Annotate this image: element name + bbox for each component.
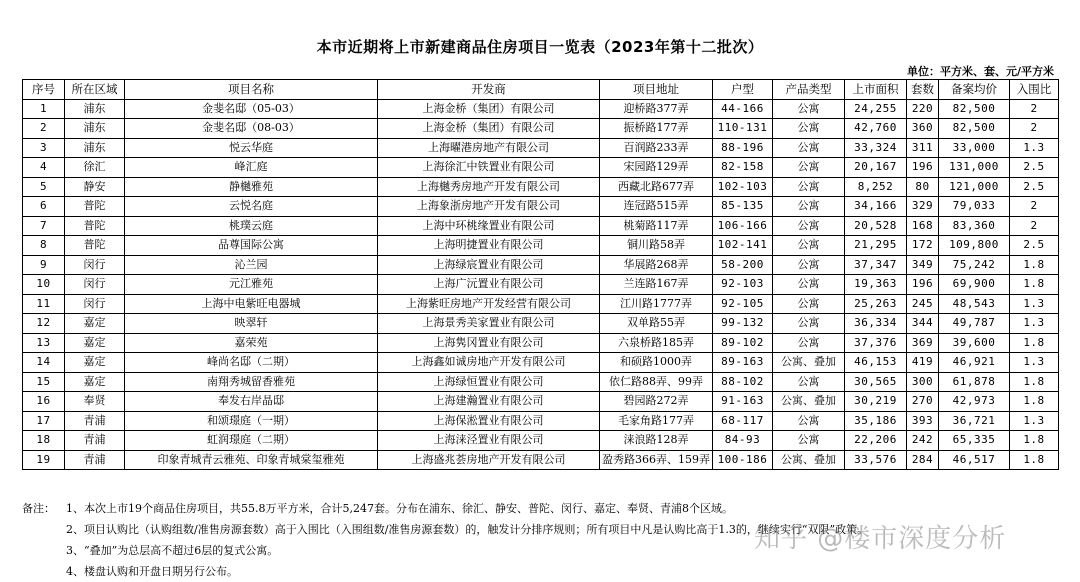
- cell-avg-price: 46,517: [939, 450, 1010, 470]
- cell-ratio: 2.5: [1010, 158, 1059, 178]
- cell-index: 12: [23, 314, 65, 334]
- cell-units: 300: [907, 372, 939, 392]
- cell-area: 30,219: [845, 392, 907, 412]
- cell-index: 10: [23, 275, 65, 295]
- cell-product-type: 公寓: [773, 99, 845, 119]
- cell-address: 双单路55弄: [600, 314, 713, 334]
- cell-district: 徐汇: [65, 158, 125, 178]
- cell-district: 嘉定: [65, 333, 125, 353]
- cell-project-name: 元江雅苑: [125, 275, 378, 295]
- column-header-address: 项目地址: [600, 80, 713, 100]
- cell-product-type: 公寓: [773, 294, 845, 314]
- table-row: [23, 353, 1059, 373]
- cell-unit-size: 82-158: [713, 158, 773, 178]
- cell-developer: 上海象浙房地产开发有限公司: [378, 197, 600, 217]
- cell-ratio: 1.3: [1010, 294, 1059, 314]
- cell-district: 浦东: [65, 119, 125, 139]
- cell-area: 34,166: [845, 197, 907, 217]
- cell-index: 9: [23, 255, 65, 275]
- cell-ratio: 1.3: [1010, 138, 1059, 158]
- cell-unit-size: 106-166: [713, 216, 773, 236]
- cell-product-type: 公寓: [773, 372, 845, 392]
- cell-avg-price: 61,878: [939, 372, 1010, 392]
- cell-project-name: 嘉荣苑: [125, 333, 378, 353]
- cell-area: 25,263: [845, 294, 907, 314]
- cell-developer: 上海樾秀房地产开发有限公司: [378, 177, 600, 197]
- table-row: [23, 255, 1059, 275]
- cell-area: 46,153: [845, 353, 907, 373]
- table-row: [23, 99, 1059, 119]
- cell-unit-size: 102-141: [713, 236, 773, 256]
- cell-units: 196: [907, 275, 939, 295]
- cell-address: 依仁路88弄、99弄: [600, 372, 713, 392]
- cell-district: 闵行: [65, 275, 125, 295]
- cell-address: 和硕路1000弄: [600, 353, 713, 373]
- cell-district: 嘉定: [65, 372, 125, 392]
- table-row: [23, 275, 1059, 295]
- cell-avg-price: 33,000: [939, 138, 1010, 158]
- cell-product-type: 公寓: [773, 216, 845, 236]
- cell-avg-price: 82,500: [939, 119, 1010, 139]
- cell-project-name: 虹润璟庭（二期）: [125, 431, 378, 451]
- cell-project-name: 峰汇庭: [125, 158, 378, 178]
- cell-project-name: 峰尚名邸（二期）: [125, 353, 378, 373]
- cell-address: 百润路233弄: [600, 138, 713, 158]
- cell-area: 20,528: [845, 216, 907, 236]
- cell-district: 普陀: [65, 236, 125, 256]
- cell-ratio: 1.8: [1010, 275, 1059, 295]
- cell-area: 42,760: [845, 119, 907, 139]
- cell-index: 17: [23, 411, 65, 431]
- cell-developer: 上海绿宸置业有限公司: [378, 255, 600, 275]
- note-item: 4、楼盘认购和开盘日期另行公布。: [66, 565, 238, 578]
- table-row: [23, 372, 1059, 392]
- cell-units: 284: [907, 450, 939, 470]
- cell-developer: 上海景秀美家置业有限公司: [378, 314, 600, 334]
- project-table: [22, 79, 1059, 470]
- cell-product-type: 公寓: [773, 119, 845, 139]
- cell-avg-price: 49,787: [939, 314, 1010, 334]
- cell-product-type: 公寓: [773, 411, 845, 431]
- cell-address: 宋园路129弄: [600, 158, 713, 178]
- column-header-unit-size: 户型: [713, 80, 773, 100]
- cell-developer: 上海隽冈置业有限公司: [378, 333, 600, 353]
- table-row: [23, 333, 1059, 353]
- cell-project-name: 沁兰园: [125, 255, 378, 275]
- cell-unit-size: 99-132: [713, 314, 773, 334]
- table-row: [23, 236, 1059, 256]
- cell-units: 172: [907, 236, 939, 256]
- cell-index: 19: [23, 450, 65, 470]
- cell-address: 华展路268弄: [600, 255, 713, 275]
- cell-project-name: 金斐名邸（08-03）: [125, 119, 378, 139]
- cell-avg-price: 75,242: [939, 255, 1010, 275]
- watermark: 知乎 @楼市深度分析: [754, 524, 1007, 554]
- cell-index: 6: [23, 197, 65, 217]
- note-row-1: [22, 498, 1062, 519]
- cell-area: 24,255: [845, 99, 907, 119]
- note-item: 2、项目认购比（认购组数/准售房源套数）高于入围比（入围组数/准售房源套数）的，触发计分排序规则；所有项目中凡是认购比高于1.3的，继续实行“双限”政策。: [66, 523, 869, 536]
- cell-index: 13: [23, 333, 65, 353]
- cell-area: 20,167: [845, 158, 907, 178]
- cell-ratio: 1.8: [1010, 392, 1059, 412]
- column-header-district: 所在区域: [65, 80, 125, 100]
- cell-project-name: 南翔秀城留香雅苑: [125, 372, 378, 392]
- page-title: 本市近期将上市新建商品住房项目一览表（2023年第十二批次）: [316, 38, 764, 56]
- cell-unit-size: 84-93: [713, 431, 773, 451]
- cell-district: 普陀: [65, 216, 125, 236]
- cell-avg-price: 121,000: [939, 177, 1010, 197]
- note-item: 3、“叠加”为总层高不超过6层的复式公寓。: [66, 544, 279, 557]
- cell-developer: 上海紫旺房地产开发经营有限公司: [378, 294, 600, 314]
- note-row-4: [22, 561, 1062, 582]
- cell-district: 闵行: [65, 255, 125, 275]
- cell-project-name: 和颂璟庭（一期）: [125, 411, 378, 431]
- cell-address: 连冠路515弄: [600, 197, 713, 217]
- cell-avg-price: 42,973: [939, 392, 1010, 412]
- cell-avg-price: 83,360: [939, 216, 1010, 236]
- cell-index: 3: [23, 138, 65, 158]
- cell-district: 青浦: [65, 450, 125, 470]
- cell-district: 青浦: [65, 411, 125, 431]
- column-header-project-name: 项目名称: [125, 80, 378, 100]
- cell-unit-size: 68-117: [713, 411, 773, 431]
- cell-developer: 上海金桥（集团）有限公司: [378, 99, 600, 119]
- cell-units: 393: [907, 411, 939, 431]
- cell-address: 迎桥路377弄: [600, 99, 713, 119]
- cell-project-name: 映翠轩: [125, 314, 378, 334]
- cell-ratio: 1.8: [1010, 450, 1059, 470]
- column-header-product-type: 产品类型: [773, 80, 845, 100]
- cell-product-type: 公寓、叠加: [773, 392, 845, 412]
- cell-project-name: 奉发右岸晶邸: [125, 392, 378, 412]
- cell-units: 360: [907, 119, 939, 139]
- column-header-index: 序号: [23, 80, 65, 100]
- table-row: [23, 138, 1059, 158]
- cell-developer: 上海明捷置业有限公司: [378, 236, 600, 256]
- cell-avg-price: 48,543: [939, 294, 1010, 314]
- cell-developer: 上海徐汇中铁置业有限公司: [378, 158, 600, 178]
- table-row: [23, 392, 1059, 412]
- cell-ratio: 2: [1010, 197, 1059, 217]
- cell-unit-size: 91-163: [713, 392, 773, 412]
- cell-unit-size: 89-163: [713, 353, 773, 373]
- cell-address: 盈秀路366弄、159弄: [600, 450, 713, 470]
- cell-unit-size: 92-103: [713, 275, 773, 295]
- column-header-units: 套数: [907, 80, 939, 100]
- cell-index: 14: [23, 353, 65, 373]
- table-row: [23, 216, 1059, 236]
- table-row: [23, 158, 1059, 178]
- cell-area: 35,186: [845, 411, 907, 431]
- cell-developer: 上海中环桃缘置业有限公司: [378, 216, 600, 236]
- cell-product-type: 公寓: [773, 333, 845, 353]
- cell-product-type: 公寓: [773, 236, 845, 256]
- cell-avg-price: 79,033: [939, 197, 1010, 217]
- cell-units: 245: [907, 294, 939, 314]
- table-row: [23, 411, 1059, 431]
- cell-area: 37,347: [845, 255, 907, 275]
- cell-avg-price: 65,335: [939, 431, 1010, 451]
- cell-ratio: 1.8: [1010, 255, 1059, 275]
- cell-ratio: 1.3: [1010, 314, 1059, 334]
- cell-unit-size: 100-186: [713, 450, 773, 470]
- cell-units: 311: [907, 138, 939, 158]
- cell-district: 静安: [65, 177, 125, 197]
- column-header-ratio: 入围比: [1010, 80, 1059, 100]
- cell-developer: 上海广沅置业有限公司: [378, 275, 600, 295]
- cell-project-name: 金斐名邸（05-03）: [125, 99, 378, 119]
- cell-project-name: 上海中电紫旺电器城: [125, 294, 378, 314]
- cell-ratio: 1.8: [1010, 372, 1059, 392]
- cell-district: 青浦: [65, 431, 125, 451]
- cell-product-type: 公寓: [773, 158, 845, 178]
- unit-note: 单位：平方米、套、元/平方米: [906, 65, 1054, 78]
- cell-area: 22,206: [845, 431, 907, 451]
- cell-address: 六泉桥路185弄: [600, 333, 713, 353]
- table-row: [23, 177, 1059, 197]
- cell-unit-size: 88-102: [713, 372, 773, 392]
- cell-index: 11: [23, 294, 65, 314]
- cell-developer: 上海绿恒置业有限公司: [378, 372, 600, 392]
- cell-project-name: 悦云华庭: [125, 138, 378, 158]
- cell-avg-price: 82,500: [939, 99, 1010, 119]
- column-header-developer: 开发商: [378, 80, 600, 100]
- cell-project-name: 品尊国际公寓: [125, 236, 378, 256]
- table-row: [23, 450, 1059, 470]
- cell-unit-size: 92-105: [713, 294, 773, 314]
- cell-district: 奉贤: [65, 392, 125, 412]
- cell-index: 16: [23, 392, 65, 412]
- cell-ratio: 2.5: [1010, 177, 1059, 197]
- column-header-area: 上市面积: [845, 80, 907, 100]
- cell-product-type: 公寓: [773, 314, 845, 334]
- table-row: [23, 431, 1059, 451]
- cell-units: 344: [907, 314, 939, 334]
- cell-address: 毛家角路177弄: [600, 411, 713, 431]
- cell-units: 419: [907, 353, 939, 373]
- cell-product-type: 公寓: [773, 138, 845, 158]
- cell-project-name: 桃璞云庭: [125, 216, 378, 236]
- cell-ratio: 2.5: [1010, 236, 1059, 256]
- cell-index: 15: [23, 372, 65, 392]
- cell-product-type: 公寓: [773, 431, 845, 451]
- cell-avg-price: 109,800: [939, 236, 1010, 256]
- cell-developer: 上海盛兆荟房地产开发有限公司: [378, 450, 600, 470]
- cell-developer: 上海鑫如诚房地产开发有限公司: [378, 353, 600, 373]
- cell-area: 36,334: [845, 314, 907, 334]
- cell-units: 168: [907, 216, 939, 236]
- cell-units: 242: [907, 431, 939, 451]
- cell-developer: 上海涞泾置业有限公司: [378, 431, 600, 451]
- cell-ratio: 2: [1010, 216, 1059, 236]
- cell-ratio: 1.8: [1010, 431, 1059, 451]
- cell-product-type: 公寓: [773, 177, 845, 197]
- cell-address: 涞浪路128弄: [600, 431, 713, 451]
- cell-project-name: 静樾雅苑: [125, 177, 378, 197]
- cell-district: 普陀: [65, 197, 125, 217]
- cell-units: 349: [907, 255, 939, 275]
- cell-units: 270: [907, 392, 939, 412]
- cell-address: 铜川路58弄: [600, 236, 713, 256]
- cell-unit-size: 85-135: [713, 197, 773, 217]
- cell-unit-size: 110-131: [713, 119, 773, 139]
- cell-developer: 上海建瀚置业有限公司: [378, 392, 600, 412]
- cell-address: 振桥路177弄: [600, 119, 713, 139]
- cell-avg-price: 69,900: [939, 275, 1010, 295]
- cell-address: 江川路1777弄: [600, 294, 713, 314]
- table-row: [23, 294, 1059, 314]
- cell-unit-size: 102-103: [713, 177, 773, 197]
- cell-project-name: 印象青城青云雅苑、印象青城棠玺雅苑: [125, 450, 378, 470]
- cell-unit-size: 44-166: [713, 99, 773, 119]
- cell-address: 桃菊路117弄: [600, 216, 713, 236]
- cell-district: 浦东: [65, 138, 125, 158]
- table-body: [23, 99, 1059, 470]
- cell-ratio: 1.3: [1010, 353, 1059, 373]
- cell-avg-price: 131,000: [939, 158, 1010, 178]
- note-item: 1、本次上市19个商品住房项目，共55.8万平方米，合计5,247套。分布在浦东、徐汇、静安、普陀、闵行、嘉定、奉贤、青浦8个区域。: [66, 502, 733, 515]
- cell-district: 嘉定: [65, 353, 125, 373]
- cell-units: 196: [907, 158, 939, 178]
- cell-area: 19,363: [845, 275, 907, 295]
- cell-index: 18: [23, 431, 65, 451]
- cell-unit-size: 89-102: [713, 333, 773, 353]
- cell-product-type: 公寓、叠加: [773, 450, 845, 470]
- cell-avg-price: 39,600: [939, 333, 1010, 353]
- cell-unit-size: 88-196: [713, 138, 773, 158]
- cell-area: 21,295: [845, 236, 907, 256]
- cell-units: 369: [907, 333, 939, 353]
- table-row: [23, 197, 1059, 217]
- cell-project-name: 云悦名庭: [125, 197, 378, 217]
- cell-index: 1: [23, 99, 65, 119]
- table-header: [23, 80, 1059, 100]
- notes-label: 备注：: [22, 502, 55, 515]
- cell-ratio: 1.3: [1010, 411, 1059, 431]
- cell-area: 30,565: [845, 372, 907, 392]
- cell-index: 4: [23, 158, 65, 178]
- cell-address: 兰连路167弄: [600, 275, 713, 295]
- cell-ratio: 1.8: [1010, 333, 1059, 353]
- cell-product-type: 公寓: [773, 197, 845, 217]
- cell-ratio: 2: [1010, 99, 1059, 119]
- column-header-avg-price: 备案均价: [939, 80, 1010, 100]
- cell-ratio: 2: [1010, 119, 1059, 139]
- cell-area: 33,324: [845, 138, 907, 158]
- cell-district: 浦东: [65, 99, 125, 119]
- cell-developer: 上海曜港房地产有限公司: [378, 138, 600, 158]
- cell-district: 嘉定: [65, 314, 125, 334]
- cell-avg-price: 46,921: [939, 353, 1010, 373]
- cell-index: 5: [23, 177, 65, 197]
- cell-index: 2: [23, 119, 65, 139]
- cell-avg-price: 36,721: [939, 411, 1010, 431]
- cell-developer: 上海保淞置业有限公司: [378, 411, 600, 431]
- cell-units: 329: [907, 197, 939, 217]
- cell-units: 80: [907, 177, 939, 197]
- cell-address: 西藏北路677弄: [600, 177, 713, 197]
- table-row: [23, 119, 1059, 139]
- cell-product-type: 公寓: [773, 275, 845, 295]
- cell-address: 碧园路272弄: [600, 392, 713, 412]
- cell-units: 220: [907, 99, 939, 119]
- cell-area: 37,376: [845, 333, 907, 353]
- cell-district: 闵行: [65, 294, 125, 314]
- header-row: [23, 80, 1059, 100]
- cell-index: 7: [23, 216, 65, 236]
- cell-product-type: 公寓、叠加: [773, 353, 845, 373]
- cell-index: 8: [23, 236, 65, 256]
- cell-area: 8,252: [845, 177, 907, 197]
- table-row: [23, 314, 1059, 334]
- cell-developer: 上海金桥（集团）有限公司: [378, 119, 600, 139]
- cell-unit-size: 58-200: [713, 255, 773, 275]
- cell-area: 33,576: [845, 450, 907, 470]
- cell-product-type: 公寓: [773, 255, 845, 275]
